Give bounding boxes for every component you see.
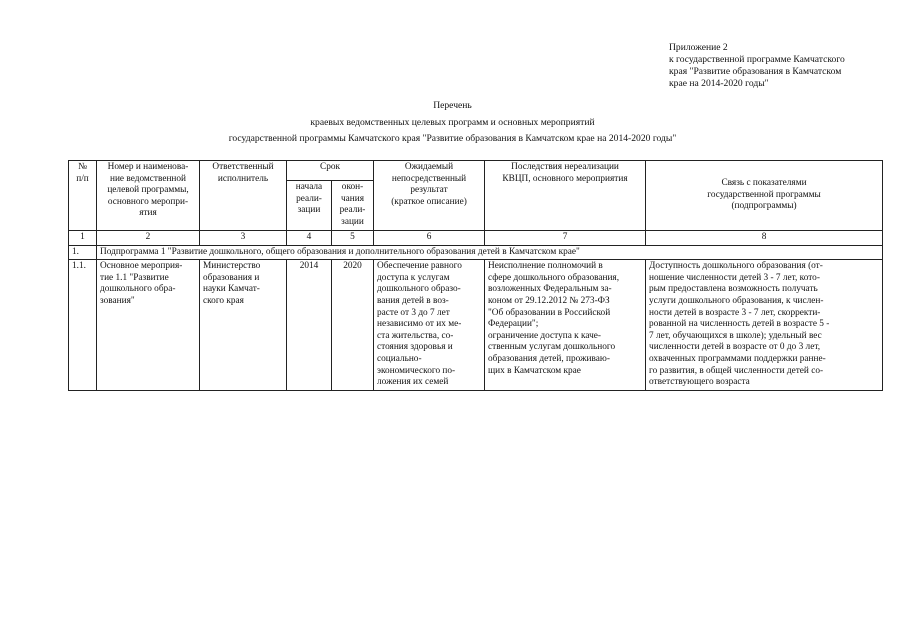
column-number: 2 [97,231,200,246]
header-num: № п/п [69,161,97,231]
column-number: 7 [485,231,646,246]
subprogram-row [69,245,883,260]
table-row [69,260,883,391]
document-title: Перечень [433,100,472,111]
appendix-line: Приложение 2 [669,42,728,53]
row-consequences: Неисполнение полномочий в сфере дошкольного образования, возложенных Федеральным за- коном от 29.12.2012 № 273-ФЗ "Об образовании в Российской Федерации"; ограничение доступа к каче- ственным услугам дошкольного образования детей, проживаю- щих в Камчатском крае [485,260,646,391]
header-name: Номер и наименова- ние ведомственной целевой программы, основного меропри- ятия [97,161,200,231]
document-subtitle-program: государственной программы Камчатского края "Развитие образования в Камчатском крае на 2014-2020 годы" [228,133,677,144]
column-number: 8 [646,231,883,246]
appendix-line: края "Развитие образования в Камчатском [669,66,842,77]
row-expected: Обеспечение равного доступа к услугам дошкольного образо- вания детей в воз- расте от 3 до 7 лет независимо от их ме- ста жительства, со- стояния здоровья и социально- экономического по- ложения их семей [374,260,485,391]
column-number: 1 [69,231,97,246]
subprogram-title: Подпрограмма 1 "Развитие дошкольного, общего образования и дополнительного образования детей в Камчатском крае" [97,245,883,260]
header-start: начала реали- зации [287,181,332,231]
appendix-line: к государственной программе Камчатского [669,54,845,65]
header-responsible: Ответственный исполнитель [200,161,287,231]
row-end: 2020 [332,260,374,391]
document-subtitle: краевых ведомственных целевых программ и основных мероприятий [310,117,595,128]
header-consequences: Последствия нереализации КВЦП, основного мероприятия [485,161,646,231]
column-number: 6 [374,231,485,246]
column-numbers-row [69,231,883,246]
row-link: Доступность дошкольного образования (от- ношение численности детей 3 - 7 лет, кото- рым предоставлена возможность получать услуги дошкольного образования, к числен- ности детей в возрасте 3 - 7 лет, скорректи- рованной на численность детей в возрасте 5 - 7 лет, обучающихся в школе); удельный вес численности детей в возрасте от 0 до 3 лет, охваченных программами поддержки ранне- го развития, в общей численности детей со- ответствующего возраста [646,260,883,391]
column-number: 4 [287,231,332,246]
programs-table [68,160,883,391]
header-expected: Ожидаемый непосредственный результат (краткое описание) [374,161,485,231]
appendix-note [669,42,889,90]
row-name: Основное мероприя- тие 1.1 "Развитие дошкольного обра- зования" [97,260,200,391]
header-end: окон- чания реали- зации [332,181,374,231]
row-start: 2014 [287,260,332,391]
header-link: Связь с показателями государственной программы (подпрограммы) [646,161,883,231]
row-num: 1.1. [69,260,97,391]
header-term: Срок [287,161,374,181]
column-number: 3 [200,231,287,246]
header-row [69,161,883,181]
subprogram-num: 1. [69,245,97,260]
appendix-line: крае на 2014-2020 годы" [669,78,769,89]
row-responsible: Министерство образования и науки Камчат- ского края [200,260,287,391]
column-number: 5 [332,231,374,246]
